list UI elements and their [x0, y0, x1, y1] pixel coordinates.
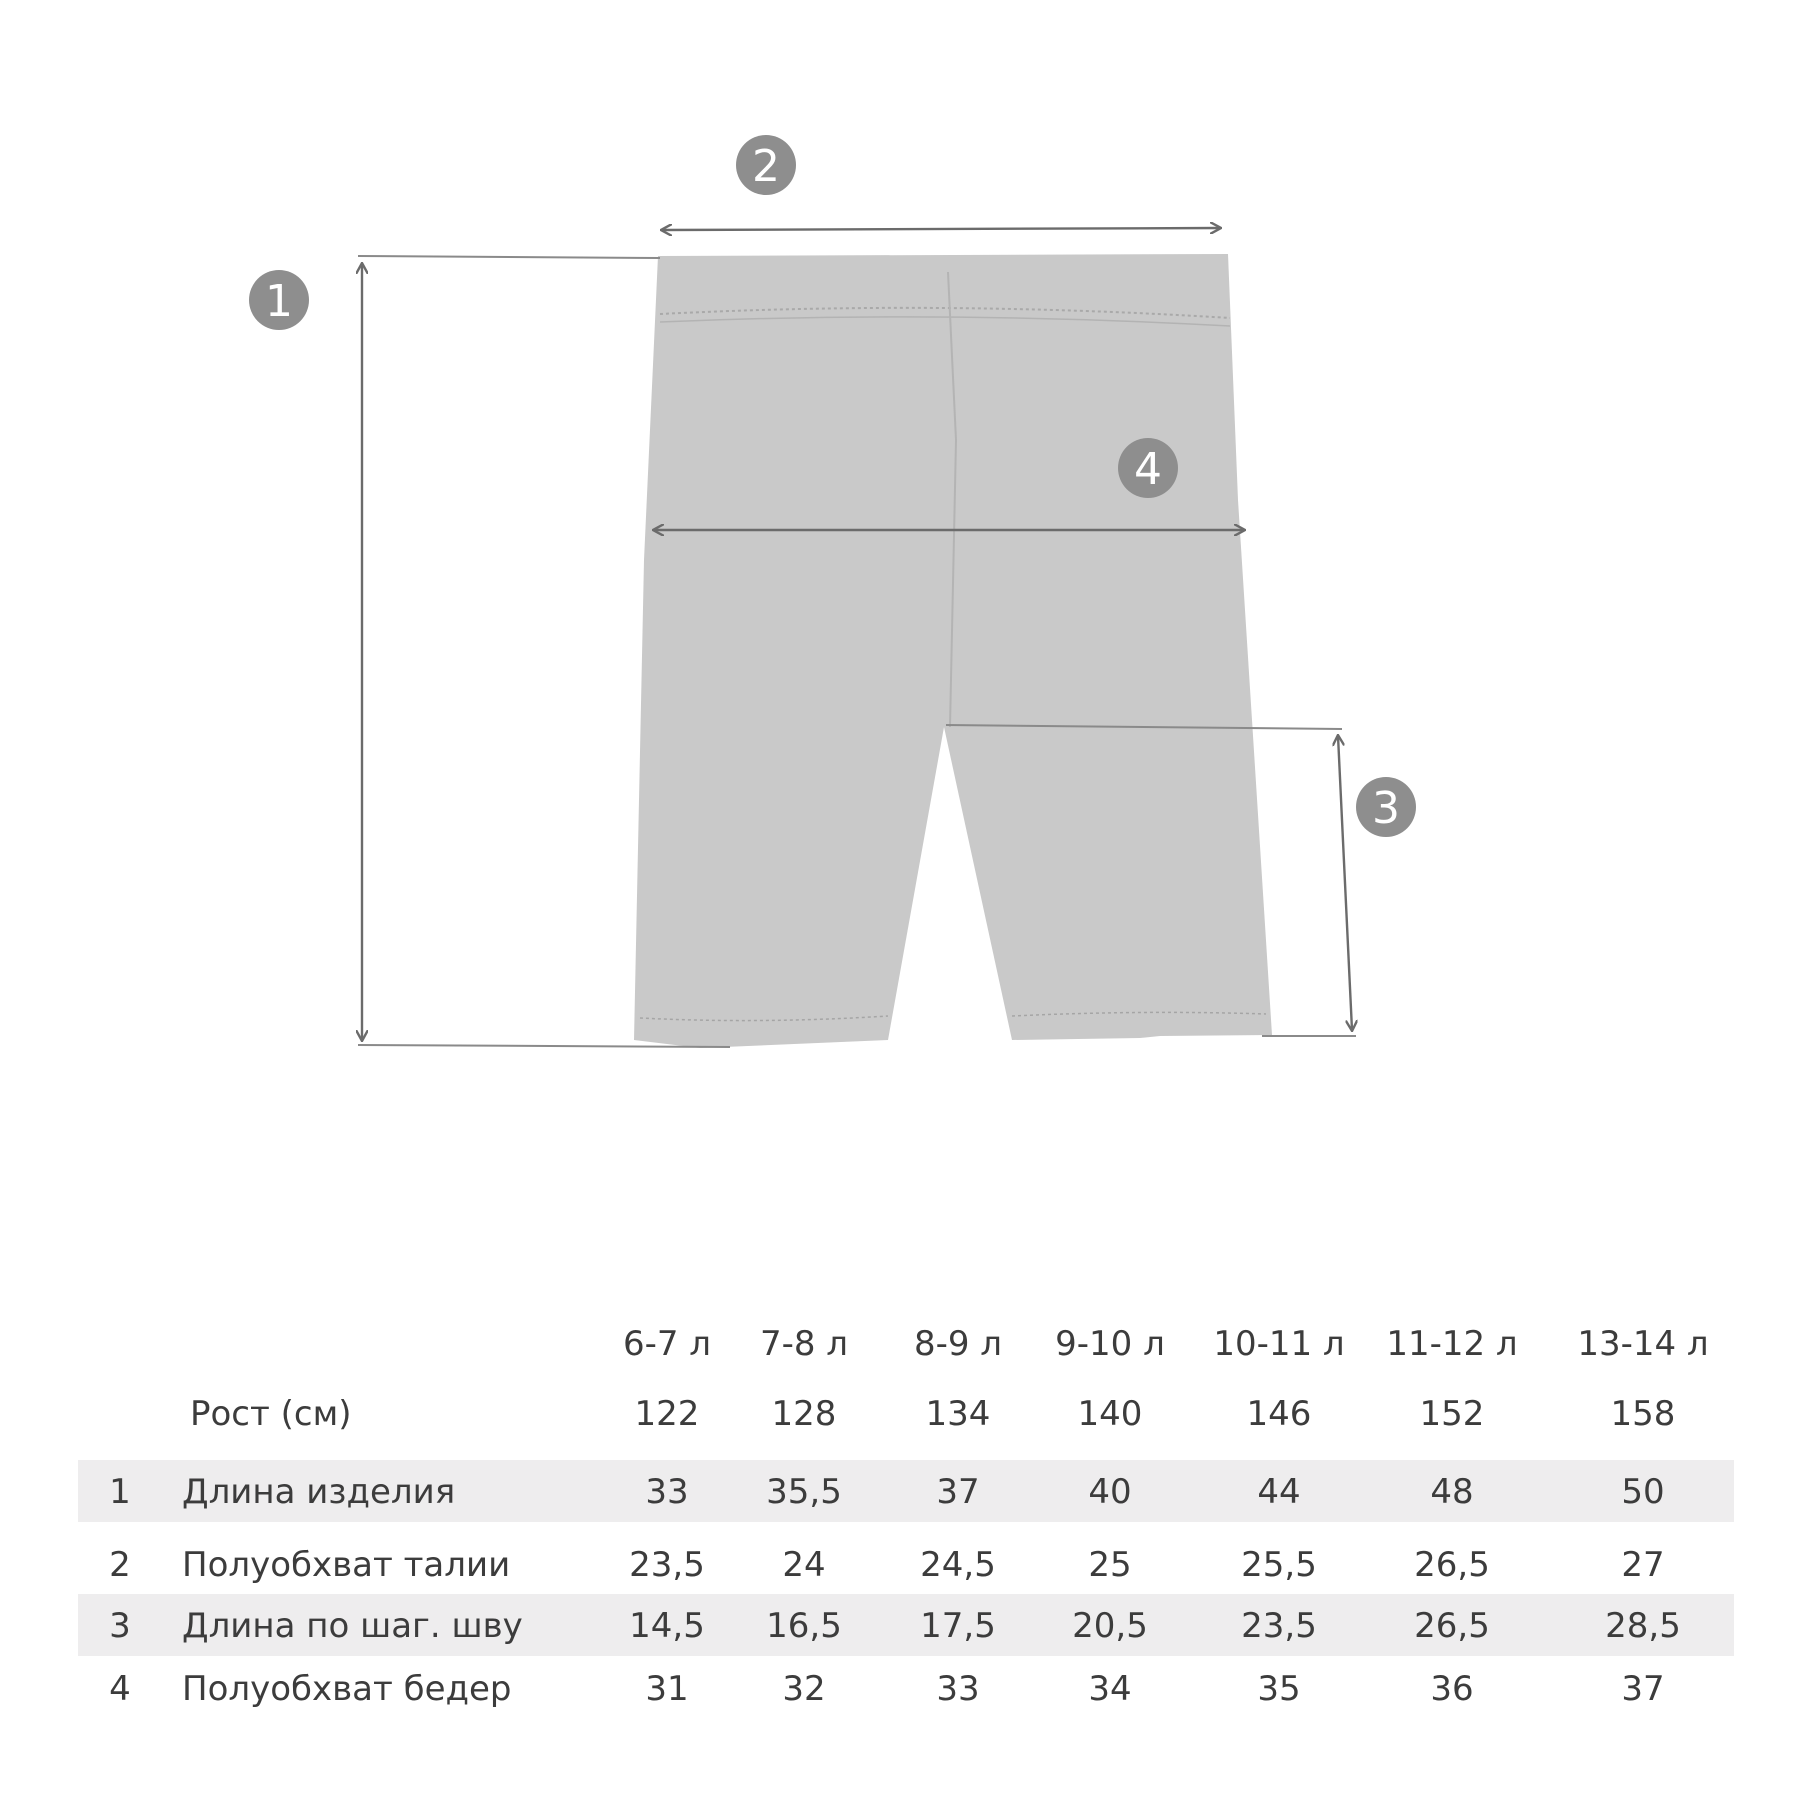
row-value: 26,5 [1414, 1545, 1490, 1585]
row-label: Длина по шаг. шву [182, 1606, 523, 1646]
row-value: 14,5 [629, 1606, 705, 1646]
height-value: 140 [1077, 1394, 1143, 1434]
row-value: 34 [1088, 1669, 1132, 1709]
row-number: 3 [109, 1606, 131, 1646]
top-guide-line [358, 256, 660, 258]
height-value: 122 [634, 1394, 700, 1434]
row-value: 23,5 [629, 1545, 705, 1585]
row-value: 48 [1430, 1472, 1474, 1512]
badge-4 [1118, 438, 1178, 498]
badge-2 [736, 135, 796, 195]
row-label: Полуобхват бедер [182, 1669, 512, 1709]
row-value: 25,5 [1241, 1545, 1317, 1585]
height-label: Рост (см) [190, 1394, 352, 1434]
inseam-arrow [1338, 736, 1352, 1030]
size-header: 7-8 л [759, 1324, 849, 1364]
row-value: 31 [645, 1669, 689, 1709]
row-number: 1 [109, 1472, 131, 1512]
height-value: 146 [1246, 1394, 1312, 1434]
height-value: 158 [1610, 1394, 1676, 1434]
row-value: 33 [936, 1669, 980, 1709]
row-value: 20,5 [1072, 1606, 1148, 1646]
height-value: 134 [925, 1394, 991, 1434]
height-value: 152 [1419, 1394, 1485, 1434]
row-value: 40 [1088, 1472, 1132, 1512]
row-value: 26,5 [1414, 1606, 1490, 1646]
svg-text:2: 2 [752, 141, 780, 192]
row-label: Полуобхват талии [182, 1545, 511, 1585]
row-value: 24,5 [920, 1545, 996, 1585]
size-header: 9-10 л [1055, 1324, 1165, 1364]
row-value: 24 [782, 1545, 826, 1585]
bottom-guide-line [358, 1045, 730, 1047]
row-number: 4 [109, 1669, 131, 1709]
size-header: 8-9 л [913, 1324, 1003, 1364]
row-value: 35,5 [766, 1472, 842, 1512]
row-value: 25 [1088, 1545, 1132, 1585]
height-value: 128 [771, 1394, 837, 1434]
row-value: 23,5 [1241, 1606, 1317, 1646]
svg-text:4: 4 [1134, 444, 1162, 495]
svg-text:1: 1 [265, 276, 293, 327]
size-header: 6-7 л [622, 1324, 712, 1364]
row-value: 17,5 [920, 1606, 996, 1646]
badge-1 [249, 270, 309, 330]
row-value: 28,5 [1605, 1606, 1681, 1646]
badge-3 [1356, 777, 1416, 837]
row-value: 27 [1621, 1545, 1665, 1585]
row-value: 50 [1621, 1472, 1665, 1512]
size-header: 13-14 л [1577, 1324, 1709, 1364]
row-value: 44 [1257, 1472, 1301, 1512]
row-value: 33 [645, 1472, 689, 1512]
row-value: 36 [1430, 1669, 1474, 1709]
waist-arrow [662, 228, 1220, 230]
svg-text:3: 3 [1372, 783, 1400, 834]
row-value: 37 [936, 1472, 980, 1512]
size-header: 11-12 л [1386, 1324, 1518, 1364]
row-value: 16,5 [766, 1606, 842, 1646]
size-header: 10-11 л [1213, 1324, 1345, 1364]
row-value: 37 [1621, 1669, 1665, 1709]
row-label: Длина изделия [182, 1472, 456, 1512]
row-value: 35 [1257, 1669, 1301, 1709]
row-value: 32 [782, 1669, 826, 1709]
row-number: 2 [109, 1545, 131, 1585]
